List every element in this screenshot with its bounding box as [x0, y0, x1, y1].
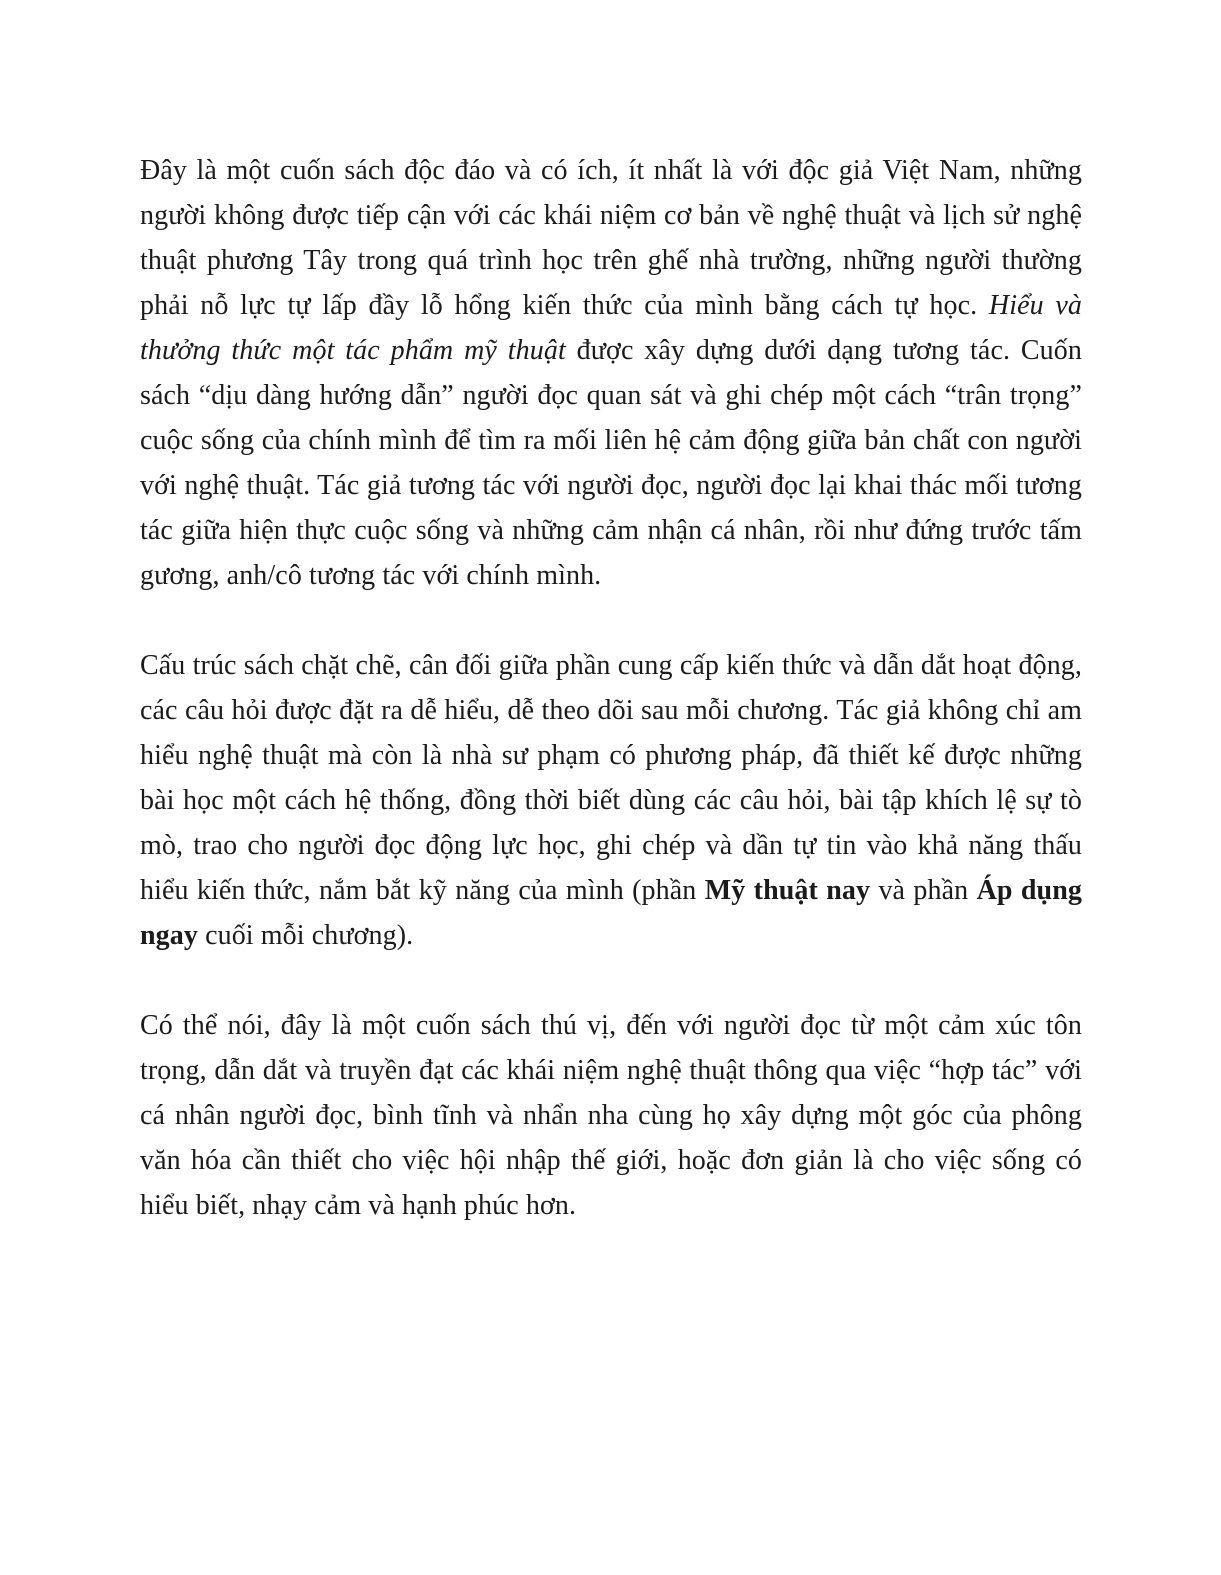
book-title-italic: Hiểu và thưởng thức một tác phẩm mỹ thuật — [140, 290, 1082, 366]
paragraph-1-segment-3: được xây dựng dưới dạng tương tác. Cuốn sách “dịu dàng hướng dẫn” người đọc quan sát và ghi chép một cách “trân trọng” cuộc sống của chính mình để tìm ra mối liên hệ cảm động giữa bản chất con người với nghệ thuật. Tác giả tương tác với người đọc, người đọc lại khai thác mối tương tác giữa hiện thực cuộc sống và những cảm nhận cá nhân, rồi như đứng trước tấm gương, anh/cô tương tác với chính mình. — [140, 335, 1082, 591]
paragraph-3-segment-1: Có thể nói, đây là một cuốn sách thú vị, đến với người đọc từ một cảm xúc tôn trọng, dẫn dắt và truyền đạt các khái niệm nghệ thuật thông qua việc “hợp tác” với cá nhân người đọc, bình tĩnh và nhẩn nha cùng họ xây dựng một góc của phông văn hóa cần thiết cho việc hội nhập thế giới, hoặc đơn giản là cho việc sống có hiểu biết, nhạy cảm và hạnh phúc hơn. — [140, 1010, 1082, 1221]
paragraph-3 — [140, 1003, 1082, 1228]
paragraph-1 — [140, 148, 1082, 598]
paragraph-1-segment-1: Đây là một cuốn sách độc đáo và có ích, ít nhất là với độc giả Việt Nam, những người không được tiếp cận với các khái niệm cơ bản về nghệ thuật và lịch sử nghệ thuật phương Tây trong quá trình học trên ghế nhà trường, những người thường phải nỗ lực tự lấp đầy lỗ hổng kiến thức của mình bằng cách tự học. — [140, 155, 1082, 321]
section-name-bold-my-thuat-nay: Mỹ thuật nay — [704, 875, 871, 906]
paragraph-2-segment-3: và phần — [870, 875, 977, 906]
paragraph-2 — [140, 643, 1082, 958]
paragraph-2-segment-1: Cấu trúc sách chặt chẽ, cân đối giữa phần cung cấp kiến thức và dẫn dắt hoạt động, các câu hỏi được đặt ra dễ hiểu, dễ theo dõi sau mỗi chương. Tác giả không chỉ am hiểu nghệ thuật mà còn là nhà sư phạm có phương pháp, đã thiết kế được những bài học một cách hệ thống, đồng thời biết dùng các câu hỏi, bài tập khích lệ sự tò mò, trao cho người đọc động lực học, ghi chép và dần tự tin vào khả năng thấu hiểu kiến thức, nắm bắt kỹ năng của mình (phần — [140, 650, 1082, 906]
paragraph-2-segment-5: cuối mỗi chương). — [197, 920, 414, 951]
section-name-bold-ap-dung-ngay: Áp dụng ngay — [140, 875, 1082, 951]
review-text-block — [140, 148, 1082, 1228]
